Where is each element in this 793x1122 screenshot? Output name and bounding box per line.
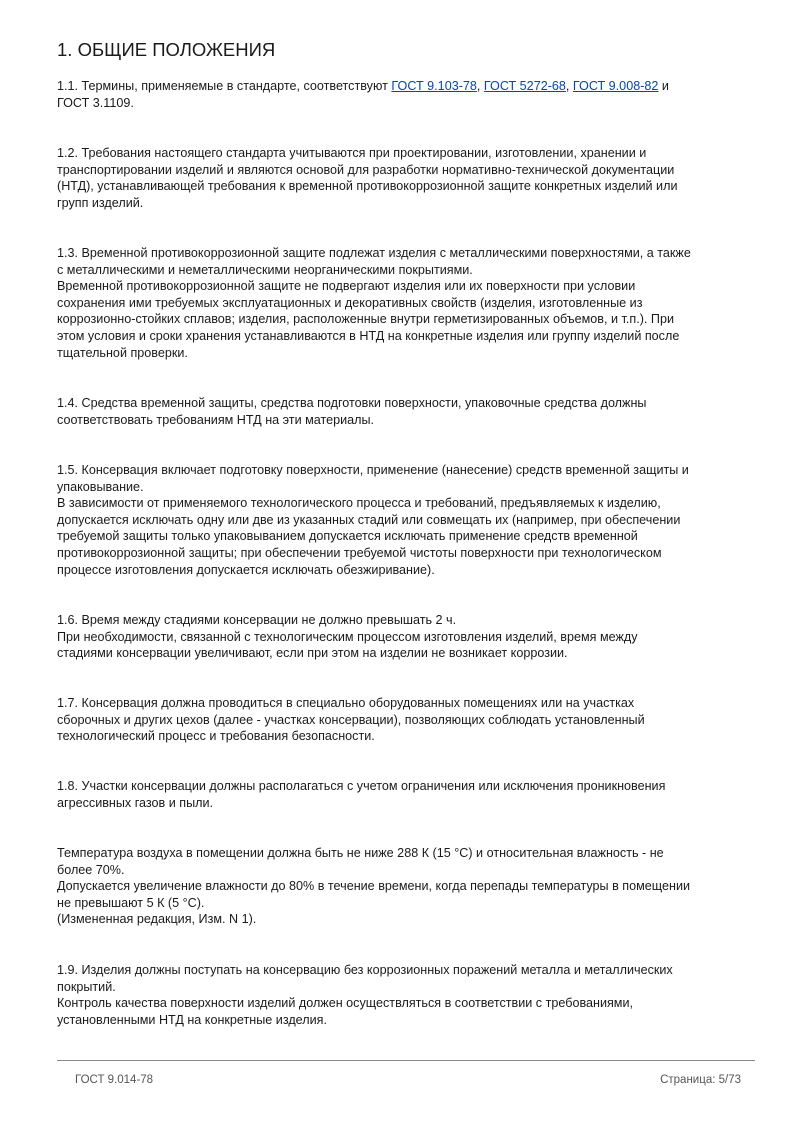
link-gost-9-008-82[interactable]: ГОСТ 9.008-82: [572, 79, 659, 93]
paragraph-1-3-line: с металлическими и неметаллическими неорганическими покрытиями.: [57, 262, 473, 277]
paragraph-1-3-line: тщательной проверки.: [57, 345, 188, 360]
paragraph-1-5: [57, 462, 747, 578]
paragraph-1-9: [57, 962, 747, 1028]
paragraph-1-8: [57, 778, 747, 811]
paragraph-1-2-line: транспортировании изделий и являются основой для разработки нормативно-технической документации: [57, 162, 675, 177]
paragraph-1-6-line: стадиями консервации увеличивают, если при этом на изделии не возникает коррозии.: [57, 646, 568, 661]
paragraph-1-5-line: В зависимости от применяемого технологического процесса и требований, предъявляемых к изделию,: [57, 496, 661, 511]
paragraph-temperature-line: Температура воздуха в помещении должна быть не ниже 288 К (15 °С) и относительная влажность - не: [57, 846, 664, 860]
paragraph-1-5-line: требуемой защиты только упаковыванием допускается исключать применение средств временной: [57, 529, 638, 544]
paragraph-1-9-line: Контроль качества поверхности изделий должен осуществляться в соответствии с требованиями,: [57, 996, 633, 1011]
paragraph-1-3-line: этом условия и сроки хранения устанавливаются в НТД на конкретные изделия или группу изделий после: [57, 328, 680, 343]
footer-divider: [57, 1060, 755, 1061]
paragraph-1-5-line: 1.5. Консервация включает подготовку поверхности, применение (нанесение) средств временной защиты и: [57, 463, 689, 477]
paragraph-1-8-line: 1.8. Участки консервации должны располагаться с учетом ограничения или исключения проникновения: [57, 779, 666, 793]
paragraph-temperature-line: не превышают 5 К (5 °С).: [57, 895, 205, 910]
paragraph-1-2-line: (НТД), устанавливающей требования к временной противокоррозионной защите конкретных изделий или: [57, 179, 678, 194]
paragraph-1-8-line: агрессивных газов и пыли.: [57, 795, 214, 810]
link-gost-9-103-78[interactable]: ГОСТ 9.103-78: [391, 79, 477, 93]
footer-doc-code: ГОСТ 9.014-78: [75, 1074, 154, 1086]
paragraph-1-3-line: Временной противокоррозионной защите не подвергают изделия или их поверхности при условии: [57, 279, 636, 294]
paragraph-1-3-line: сохранения ими требуемых эксплуатационных и декоративных свойств (изделия, изготовленные из: [57, 295, 643, 310]
paragraph-1-6-line: 1.6. Время между стадиями консервации не должно превышать 2 ч.: [57, 613, 457, 627]
paragraph-1-1-line-1: [57, 78, 747, 95]
paragraph-1-3-line: 1.3. Временной противокоррозионной защите подлежат изделия с металлическими поверхностями, а также: [57, 246, 691, 260]
paragraph-1-1-prefix: 1.1. Термины, применяемые в стандарте, соответствуют: [57, 79, 392, 93]
paragraph-1-4: [57, 395, 747, 428]
paragraph-1-1: [57, 78, 747, 111]
paragraph-temperature: [57, 845, 747, 928]
paragraph-1-5-line: допускается исключать одну или две из указанных стадий или совмещать их (например, при обеспечении: [57, 512, 681, 527]
paragraph-1-5-line: противокоррозионной защиты; при обеспечении требуемой чистоты поверхности при технологическом: [57, 545, 662, 560]
paragraph-1-2-line: 1.2. Требования настоящего стандарта учитываются при проектировании, изготовлении, хранении и: [57, 146, 647, 160]
paragraph-1-7-line: сборочных и других цехов (далее - участках консервации), позволяющих соблюдать установленный: [57, 712, 645, 727]
paragraph-1-6: [57, 612, 747, 662]
paragraph-1-9-line: покрытий.: [57, 979, 116, 994]
paragraph-1-9-line: установленными НТД на конкретные изделия.: [57, 1012, 327, 1027]
link-gost-5272-68[interactable]: ГОСТ 5272-68: [483, 79, 566, 93]
paragraph-1-2-line: групп изделий.: [57, 195, 144, 210]
paragraph-1-7-line: технологический процесс и требования безопасности.: [57, 729, 375, 744]
paragraph-1-1-sep-2: ,: [565, 79, 573, 93]
section-heading: 1. ОБЩИЕ ПОЛОЖЕНИЯ: [57, 39, 276, 60]
paragraph-1-1-sep-1: ,: [476, 79, 484, 93]
paragraph-1-1-line-2: ГОСТ 3.1109.: [57, 95, 134, 110]
paragraph-1-5-line: процессе изготовления допускается исключать обезжиривание).: [57, 562, 435, 577]
paragraph-1-7-line: 1.7. Консервация должна проводиться в специально оборудованных помещениях или на участках: [57, 696, 635, 710]
paragraph-1-5-line: упаковывание.: [57, 479, 144, 494]
paragraph-1-4-line: соответствовать требованиям НТД на эти материалы.: [57, 412, 375, 427]
paragraph-temperature-line: более 70%.: [57, 862, 125, 877]
paragraph-temperature-line: (Измененная редакция, Изм. N 1).: [57, 912, 257, 927]
paragraph-1-1-suffix: и: [658, 79, 669, 93]
paragraph-temperature-line: Допускается увеличение влажности до 80% в течение времени, когда перепады температуры в помещении: [57, 879, 691, 894]
paragraph-1-3: [57, 245, 747, 361]
paragraph-1-6-line: При необходимости, связанной с технологическим процессом изготовления изделий, время между: [57, 629, 638, 644]
paragraph-1-2: [57, 145, 747, 211]
paragraph-1-4-line: 1.4. Средства временной защиты, средства подготовки поверхности, упаковочные средства должны: [57, 396, 647, 410]
footer-page-number: Страница: 5/73: [660, 1074, 741, 1086]
paragraph-1-9-line: 1.9. Изделия должны поступать на консервацию без коррозионных поражений металла и металлических: [57, 963, 673, 977]
paragraph-1-3-line: коррозионно-стойких сплавов; изделия, расположенные внутри герметизированных объемов, и т.п.). При: [57, 312, 674, 327]
paragraph-1-7: [57, 695, 747, 745]
